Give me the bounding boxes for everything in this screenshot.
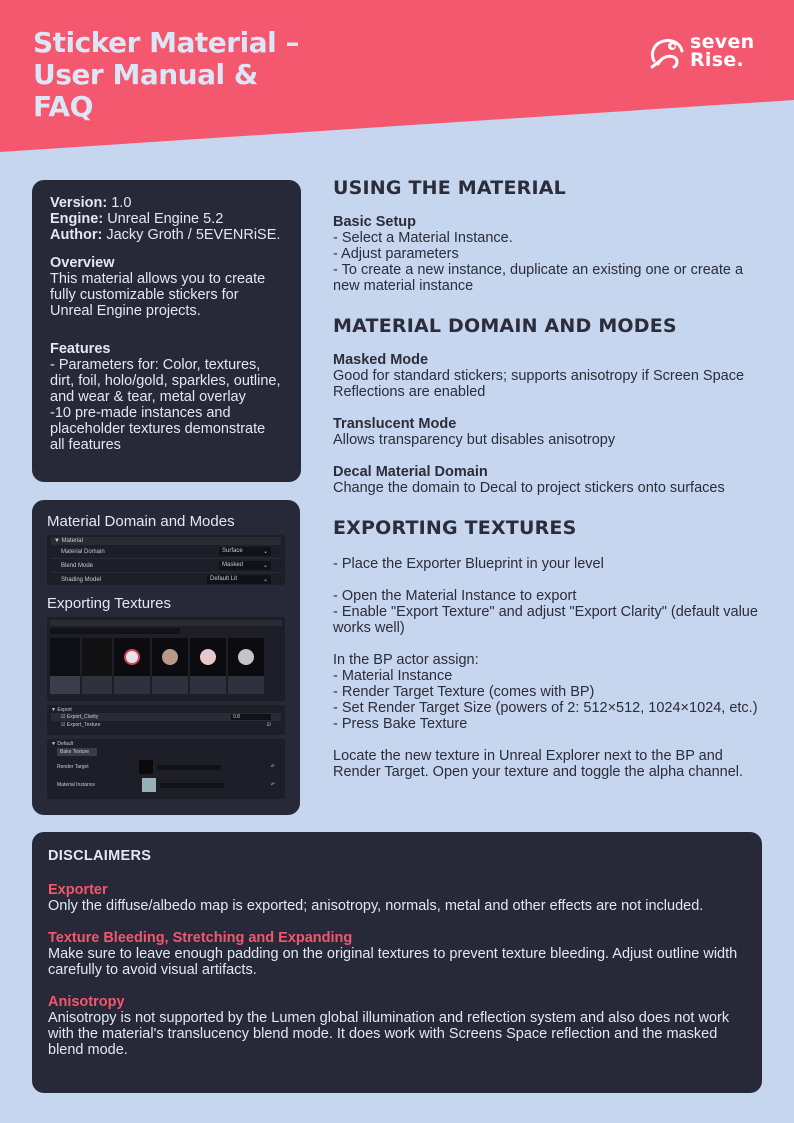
section-header: ▼ Material <box>51 537 281 545</box>
export-step: - Enable "Export Texture" and adjust "Export Clarity" (default value works well) <box>333 604 758 636</box>
screenshots-card <box>32 500 300 815</box>
export-panel <box>47 705 285 735</box>
right-column <box>333 176 773 780</box>
property-row: Shading Model Default Lit ⌄ <box>51 573 281 586</box>
title-line: FAQ <box>33 90 93 123</box>
disclaimer-heading: Anisotropy <box>48 994 125 1010</box>
bp-item: - Set Render Target Size (powers of 2: 512×512, 1024×1024, etc.) <box>333 700 758 716</box>
logo-line: seven <box>690 31 755 53</box>
disclaimer-heading: Exporter <box>48 882 108 898</box>
asset-tile[interactable] <box>114 638 150 694</box>
domain-screenshot-title: Material Domain and Modes <box>47 513 235 530</box>
author-line: Author: Jacky Groth / 5EVENRiSE. <box>50 227 281 243</box>
property-row: Material Domain Surface ⌄ <box>51 545 281 559</box>
translucent-heading: Translucent Mode <box>333 416 457 432</box>
decal-text: Change the domain to Decal to project stickers onto surfaces <box>333 480 725 496</box>
mascot-icon <box>648 31 686 71</box>
bake-texture-button[interactable]: Bake Texture <box>57 748 97 756</box>
asset-tile[interactable] <box>152 638 188 694</box>
document-title <box>33 27 333 123</box>
chevron-down-icon: ⌄ <box>262 577 268 583</box>
disclaimer-text: Make sure to leave enough padding on the original textures to prevent texture bleeding. Adjust outline width carefully to avoid visual artifacts. <box>48 946 738 978</box>
domain-heading: MATERIAL DOMAIN AND MODES <box>333 315 677 337</box>
disclaimer-text: Anisotropy is not supported by the Lumen global illumination and reflection system and also does not work with the material's translucency blend mode. It does work with Screens Space reflection and the masked blend mode. <box>48 1010 730 1058</box>
bp-details-panel <box>47 739 285 799</box>
dropdown[interactable]: Masked ⌄ <box>219 561 271 570</box>
bp-intro: In the BP actor assign: <box>333 652 479 668</box>
disclaimers-card <box>32 832 762 1093</box>
property-row: ☑ Export_Texture ☑ <box>61 722 271 728</box>
dropdown[interactable]: Surface ⌄ <box>219 547 271 556</box>
bp-item: - Press Bake Texture <box>333 716 468 732</box>
section-header: ▼ Export <box>51 707 72 713</box>
masked-heading: Masked Mode <box>333 352 429 368</box>
basic-step: - Adjust parameters <box>333 246 459 262</box>
asset-tile[interactable] <box>190 638 226 694</box>
export-step: - Open the Material Instance to export <box>333 588 577 604</box>
features-heading: Features <box>50 341 111 357</box>
locate-text: Locate the new texture in Unreal Explorer next to the BP and Render Target. Open your texture and toggle the alpha channel. <box>333 748 744 780</box>
basic-step: - To create a new instance, duplicate an existing one or create a new material instance <box>333 262 744 294</box>
dropdown[interactable]: Default Lit ⌄ <box>207 575 271 584</box>
title-line: User Manual & <box>33 58 258 91</box>
property-row: Blend Mode Masked ⌄ <box>51 559 281 573</box>
material-details-panel <box>47 535 285 585</box>
chevron-down-icon: ⌄ <box>262 549 268 555</box>
export-step: - Place the Exporter Blueprint in your level <box>333 556 604 572</box>
basic-setup-heading: Basic Setup <box>333 214 416 230</box>
title-line: Sticker Material – <box>33 26 299 59</box>
export-screenshot-title: Exporting Textures <box>47 595 171 612</box>
features-item: -10 pre-made instances and placeholder textures demonstrate all features <box>50 405 266 453</box>
bp-item: - Render Target Texture (comes with BP) <box>333 684 595 700</box>
search-input[interactable] <box>50 628 180 634</box>
version-line: Version: 1.0 <box>50 195 132 211</box>
basic-step: - Select a Material Instance. <box>333 230 513 246</box>
asset-tile[interactable] <box>50 638 80 694</box>
asset-tile[interactable] <box>82 638 112 694</box>
features-item: - Parameters for: Color, textures, dirt, foil, holo/gold, sparkles, outline, and wear & tear, metal overlay <box>50 357 281 405</box>
engine-line: Engine: Unreal Engine 5.2 <box>50 211 224 227</box>
brand-logo <box>648 28 764 74</box>
disclaimers-heading: DISCLAIMERS <box>48 848 152 864</box>
property-row: Render Target ↶ <box>51 758 281 776</box>
section-header: ▼ Default <box>51 741 74 747</box>
path-bar <box>50 620 282 626</box>
asset-tile[interactable] <box>228 638 264 694</box>
overview-heading: Overview <box>50 255 115 271</box>
disclaimer-text: Only the diffuse/albedo map is exported; anisotropy, normals, metal and other effects are not included. <box>48 898 704 914</box>
using-heading: USING THE MATERIAL <box>333 177 566 199</box>
translucent-text: Allows transparency but disables anisotropy <box>333 432 616 448</box>
property-row: Material Instance ↶ <box>51 776 281 794</box>
masked-text: Good for standard stickers; supports anisotropy if Screen Space Reflections are enabled <box>333 368 745 400</box>
disclaimer-heading: Texture Bleeding, Stretching and Expanding <box>48 930 353 946</box>
overview-text: This material allows you to create fully customizable stickers for Unreal Engine projects. <box>50 271 266 319</box>
decal-heading: Decal Material Domain <box>333 464 488 480</box>
bp-item: - Material Instance <box>333 668 453 684</box>
content-browser-panel <box>47 617 285 701</box>
info-card <box>32 180 301 482</box>
chevron-down-icon: ⌄ <box>262 563 268 569</box>
exporting-heading: EXPORTING TEXTURES <box>333 517 577 539</box>
property-row: ☑ Export_Clarity 0.8 <box>51 713 281 721</box>
logo-line: Rise. <box>690 49 745 71</box>
asset-grid <box>50 638 282 694</box>
